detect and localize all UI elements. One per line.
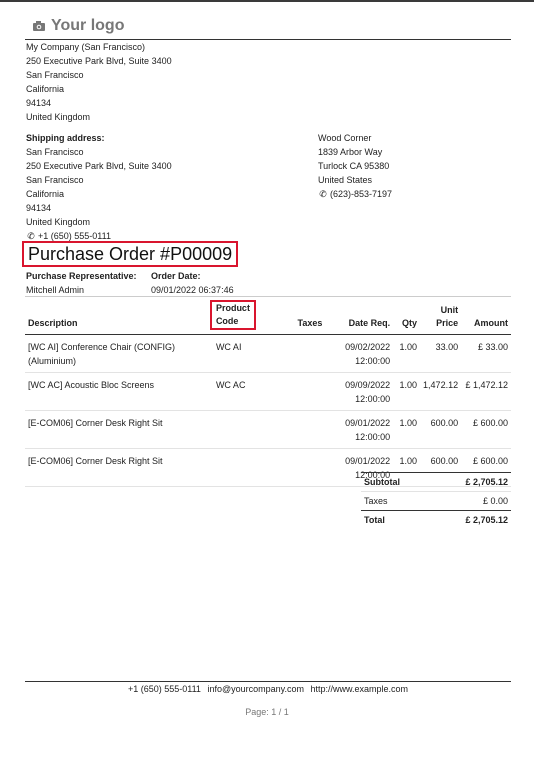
vendor-phone: (623)-853-7197 [330,189,393,199]
date-value: 09/01/2022 06:37:46 [151,285,234,295]
shipping-label: Shipping address: [26,133,105,143]
document-title: Purchase Order #P00009 [22,241,238,267]
line-date: 09/09/2022 [345,380,391,390]
product-code-highlight [210,300,256,330]
company-state: California [26,84,65,94]
line-description-text: [E-COM06] Corner Desk Right Sit [28,418,163,428]
company-street: 250 Executive Park Blvd, Suite 3400 [26,56,172,66]
shipping-city2: San Francisco [26,175,84,185]
taxes-value: £ 0.00 [431,492,511,511]
header-date-req: Date Req. [325,298,393,335]
vendor-street: 1839 Arbor Way [318,147,383,157]
line-amount: £ 1,472.12 [461,373,511,411]
company-name: My Company (San Francisco) [26,42,146,52]
shipping-phone: +1 (650) 555-0111 [38,231,111,241]
taxes-label: Taxes [361,492,431,511]
company-address [26,40,172,124]
subtotal-label: Subtotal [361,473,431,492]
line-date: 09/01/2022 [345,456,391,466]
line-description [25,373,213,411]
table-row [25,411,511,449]
company-logo [33,17,124,35]
page-number: Page: 1 / 1 [245,707,289,717]
header-unit-price-line1: Unit [440,305,459,315]
logo-text: Your logo [51,17,125,34]
line-date-req [325,373,393,411]
header-unit-price [420,298,461,335]
line-description [25,335,213,373]
line-description-text: [E-COM06] Corner Desk Right Sit [28,456,163,466]
rep-value: Mitchell Admin [26,285,85,295]
header-product-code-line2: Code [215,316,239,326]
header-unit-price-line2: Price [436,318,459,328]
purchase-representative [26,269,137,297]
subtotal-row [361,473,511,492]
totals-table [361,472,511,529]
shipping-country: United Kingdom [26,217,91,227]
vendor-country: United States [318,175,373,185]
footer-contact [25,683,511,695]
footer-website[interactable]: http://www.example.com [310,684,409,694]
line-date: 09/02/2022 [345,342,391,352]
line-time: 12:00:00 [355,394,391,404]
rep-label: Purchase Representative: [26,271,137,281]
total-row [361,511,511,530]
line-unit-price: 33.00 [420,335,461,373]
footer-divider [25,681,511,682]
shipping-zip: 94134 [26,203,52,213]
line-qty: 1.00 [393,449,420,487]
top-border [0,0,534,2]
line-description-variant: (Aluminium) [28,356,77,366]
date-label: Order Date: [151,271,201,281]
total-value: £ 2,705.12 [431,511,511,530]
vendor-phone-row [318,187,392,201]
shipping-state: California [26,189,65,199]
line-product-code [213,411,273,449]
line-product-code: WC AI [213,335,273,373]
line-amount: £ 600.00 [461,411,511,449]
line-taxes [273,335,326,373]
line-unit-price: 600.00 [420,449,461,487]
shipping-address [26,131,172,243]
line-product-code: WC AC [213,373,273,411]
company-city: San Francisco [26,70,84,80]
line-time: 12:00:00 [355,432,391,442]
order-lines-table [25,298,511,487]
line-amount: £ 33.00 [461,335,511,373]
footer-email[interactable]: info@yourcompany.com [207,684,304,694]
header-product-code [213,298,273,335]
total-label: Total [361,511,431,530]
line-taxes [273,373,326,411]
line-product-code [213,449,273,487]
footer-phone: +1 (650) 555-0111 [127,684,201,694]
line-date-req [325,335,393,373]
subtotal-value: £ 2,705.12 [431,473,511,492]
camera-icon [33,21,45,31]
line-taxes [273,411,326,449]
phone-icon: ✆ [27,231,35,241]
line-time: 12:00:00 [355,470,391,480]
line-date-req [325,411,393,449]
table-top-rule [25,296,511,297]
line-qty: 1.00 [393,335,420,373]
line-description [25,449,213,487]
table-row [25,335,511,373]
line-unit-price: 600.00 [420,411,461,449]
line-unit-price: 1,472.12 [420,373,461,411]
company-country: United Kingdom [26,112,91,122]
table-row [25,373,511,411]
line-description-text: [WC AI] Conference Chair (CONFIG) [28,342,176,352]
header-taxes: Taxes [273,298,326,335]
line-amount: £ 600.00 [461,449,511,487]
line-taxes [273,449,326,487]
table-header-row [25,298,511,335]
line-qty: 1.00 [393,373,420,411]
header-amount: Amount [461,298,511,335]
header-product-code-line1: Product [215,303,250,313]
vendor-address [318,131,392,201]
line-time: 12:00:00 [355,356,391,366]
phone-icon: ✆ [319,189,327,199]
vendor-city: Turlock CA 95380 [318,161,390,171]
taxes-row [361,492,511,511]
header-qty: Qty [393,298,420,335]
header-description: Description [25,298,213,335]
order-date [151,269,234,297]
line-description [25,411,213,449]
shipping-street: 250 Executive Park Blvd, Suite 3400 [26,161,172,171]
vendor-name: Wood Corner [318,133,372,143]
line-description-text: [WC AC] Acoustic Bloc Screens [28,380,155,390]
shipping-city: San Francisco [26,147,84,157]
company-zip: 94134 [26,98,52,108]
line-date: 09/01/2022 [345,418,391,428]
line-qty: 1.00 [393,411,420,449]
